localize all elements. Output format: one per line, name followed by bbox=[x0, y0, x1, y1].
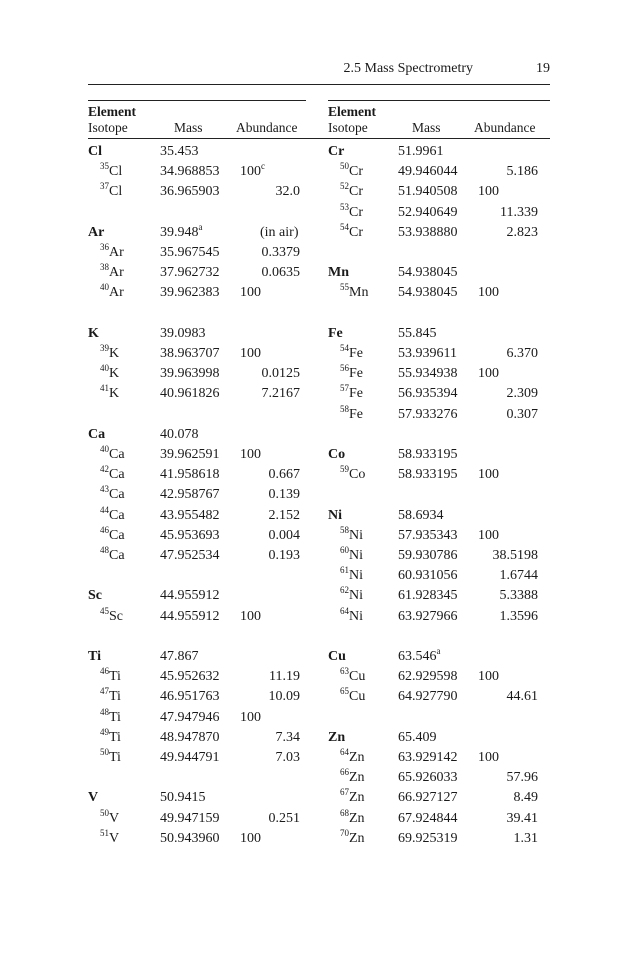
mass-value: 37.962732 bbox=[160, 265, 220, 281]
left-top-rule bbox=[88, 100, 306, 101]
isotope-symbol: $^{59}$Co bbox=[340, 464, 366, 483]
mass-value: 56.935394 bbox=[398, 386, 458, 402]
isotope-symbol: $^{58}$Ni bbox=[340, 524, 363, 543]
abundance-value: 5.3388 bbox=[499, 588, 538, 604]
mass-value: 57.935343 bbox=[398, 527, 458, 543]
mass-number: 67 bbox=[340, 787, 349, 798]
abundance-value: 0.307 bbox=[506, 406, 538, 422]
mass-number: 53 bbox=[340, 201, 349, 212]
isotope-symbol: $^{46}$Ti bbox=[100, 666, 121, 685]
abundance-value: 7.34 bbox=[275, 729, 300, 745]
mass-value: 44.955912 bbox=[160, 588, 220, 604]
isotope-symbol: $^{57}$Fe bbox=[340, 383, 363, 402]
element-symbol: Ar bbox=[88, 224, 105, 240]
mass-value: 69.925319 bbox=[398, 830, 458, 846]
mass-value: 45.952632 bbox=[160, 669, 220, 685]
element-symbol: Ti bbox=[88, 649, 101, 664]
abundance-value: 2.823 bbox=[506, 224, 538, 240]
isotope-symbol: $^{46}$Ca bbox=[100, 524, 125, 543]
isotope-symbol: $^{42}$Ca bbox=[100, 464, 125, 483]
abundance-value: 1.6744 bbox=[499, 568, 538, 584]
isotope-symbol: $^{68}$Zn bbox=[340, 807, 365, 826]
isotope-symbol: $^{63}$Cu bbox=[340, 666, 366, 685]
mass-value: 51.9961 bbox=[398, 144, 444, 159]
element-symbol: Cr bbox=[328, 144, 345, 159]
mass-number: 59 bbox=[340, 464, 349, 475]
mass-value: 46.951763 bbox=[160, 689, 220, 705]
mass-value: 66.927127 bbox=[398, 790, 458, 806]
mass-number: 58 bbox=[340, 403, 349, 414]
mass-value: 64.927790 bbox=[398, 689, 458, 705]
isotope-symbol: $^{65}$Cu bbox=[340, 686, 366, 705]
right-top-rule bbox=[328, 100, 550, 101]
mass-value: 47.867 bbox=[160, 649, 199, 664]
mass-number: 54 bbox=[340, 221, 349, 232]
mass-heading: Mass bbox=[412, 120, 441, 135]
abundance-heading: Abundance bbox=[236, 120, 298, 135]
abundance-value: 7.2167 bbox=[261, 386, 300, 402]
abundance-value: 100 bbox=[478, 366, 499, 382]
isotope-symbol: $^{50}$Cr bbox=[340, 161, 363, 180]
mass-heading: Mass bbox=[174, 120, 203, 135]
abundance-value: 0.0635 bbox=[261, 265, 300, 281]
mass-value: 50.943960 bbox=[160, 830, 220, 846]
abundance-value: 100$^c$ bbox=[240, 161, 265, 180]
isotope-symbol: $^{64}$Zn bbox=[340, 747, 365, 765]
mass-number: 36 bbox=[100, 242, 109, 252]
element-symbol: Ca bbox=[88, 426, 106, 442]
mass-value: 49.946044 bbox=[398, 164, 458, 180]
isotope-symbol: $^{50}$Ti bbox=[100, 747, 121, 765]
isotope-symbol: $^{49}$Ti bbox=[100, 726, 121, 745]
mass-value: 54.938045 bbox=[398, 285, 458, 301]
footnote-mark: a bbox=[436, 646, 441, 656]
abundance-value: 1.3596 bbox=[499, 608, 538, 624]
abundance-value: 0.667 bbox=[268, 467, 300, 483]
mass-value: 65.926033 bbox=[398, 770, 458, 786]
mass-number: 47 bbox=[100, 686, 109, 697]
mass-value: 39.0983 bbox=[160, 325, 206, 341]
mass-number: 40 bbox=[100, 282, 109, 293]
abundance-value: 5.186 bbox=[506, 164, 538, 180]
isotope-heading: Isotope bbox=[328, 120, 368, 135]
mass-number: 40 bbox=[100, 444, 109, 454]
column-header-rule bbox=[88, 138, 550, 139]
abundance-value: 100 bbox=[478, 184, 499, 200]
isotope-symbol: $^{45}$Sc bbox=[100, 605, 123, 624]
abundance-heading: Abundance bbox=[474, 120, 536, 135]
mass-value: 63.929142 bbox=[398, 750, 458, 765]
mass-number: 52 bbox=[340, 181, 349, 192]
element-heading: Element bbox=[328, 104, 376, 119]
mass-number: 70 bbox=[340, 827, 349, 838]
mass-value: 45.953693 bbox=[160, 527, 220, 543]
isotope-symbol: $^{48}$Ti bbox=[100, 706, 121, 725]
isotope-symbol: $^{58}$Fe bbox=[340, 403, 363, 422]
mass-value: 67.924844 bbox=[398, 810, 458, 826]
abundance-value: 39.41 bbox=[506, 810, 538, 826]
abundance-value: 2.309 bbox=[506, 386, 538, 402]
mass-value: 39.962591 bbox=[160, 447, 220, 462]
mass-value: 47.947946 bbox=[160, 709, 220, 725]
abundance-value: 57.96 bbox=[506, 770, 538, 786]
mass-value: 38.963707 bbox=[160, 346, 220, 361]
abundance-value: 100 bbox=[240, 709, 261, 725]
section-title: 2.5 Mass Spectrometry bbox=[343, 61, 473, 76]
element-symbol: Sc bbox=[88, 588, 102, 604]
abundance-value: 10.09 bbox=[268, 689, 300, 705]
mass-number: 48 bbox=[100, 545, 109, 555]
mass-number: 66 bbox=[340, 767, 349, 778]
mass-value: 57.933276 bbox=[398, 406, 458, 422]
mass-number: 40 bbox=[100, 363, 109, 374]
mass-value: 39.963998 bbox=[160, 366, 220, 382]
mass-number: 42 bbox=[100, 464, 109, 475]
isotope-symbol: $^{39}$K bbox=[100, 343, 120, 361]
abundance-value: 100 bbox=[240, 608, 261, 624]
abundance-value: 100 bbox=[478, 467, 499, 483]
mass-value: 55.845 bbox=[398, 325, 437, 341]
mass-value: 65.409 bbox=[398, 729, 437, 745]
mass-value: 48.947870 bbox=[160, 729, 220, 745]
mass-number: 60 bbox=[340, 545, 349, 555]
mass-value: 59.930786 bbox=[398, 548, 458, 563]
element-symbol: Cu bbox=[328, 649, 346, 664]
abundance-value: 1.31 bbox=[513, 830, 538, 846]
abundance-value: 38.5198 bbox=[492, 548, 538, 563]
abundance-value: 100 bbox=[240, 285, 261, 301]
mass-value: 50.9415 bbox=[160, 790, 206, 806]
isotope-symbol: $^{60}$Ni bbox=[340, 545, 363, 563]
mass-number: 48 bbox=[100, 706, 109, 717]
mass-value: 40.078 bbox=[160, 426, 199, 442]
isotope-symbol: $^{64}$Ni bbox=[340, 605, 363, 624]
mass-value: 54.938045 bbox=[398, 265, 458, 281]
mass-number: 50 bbox=[340, 161, 349, 172]
mass-value: 63.927966 bbox=[398, 608, 458, 624]
mass-number: 51 bbox=[100, 827, 109, 838]
isotope-symbol: $^{53}$Cr bbox=[340, 201, 363, 220]
abundance-value: 100 bbox=[478, 285, 499, 301]
mass-number: 55 bbox=[340, 282, 349, 293]
mass-value: 44.955912 bbox=[160, 608, 220, 624]
mass-value: 47.952534 bbox=[160, 548, 220, 563]
mass-number: 41 bbox=[100, 383, 109, 394]
isotope-symbol: $^{67}$Zn bbox=[340, 787, 365, 806]
isotope-symbol: $^{44}$Ca bbox=[100, 504, 125, 523]
mass-value: 43.955482 bbox=[160, 507, 220, 523]
abundance-value: 0.139 bbox=[268, 487, 300, 503]
isotope-symbol: $^{47}$Ti bbox=[100, 686, 121, 705]
mass-value: 58.933195 bbox=[398, 447, 458, 462]
mass-number: 50 bbox=[100, 807, 109, 818]
mass-number: 46 bbox=[100, 666, 109, 677]
header-rule bbox=[88, 84, 550, 85]
mass-value: 42.958767 bbox=[160, 487, 220, 503]
mass-value: 58.6934 bbox=[398, 507, 444, 523]
mass-value: 53.938880 bbox=[398, 224, 458, 240]
mass-value: 51.940508 bbox=[398, 184, 458, 200]
mass-number: 61 bbox=[340, 565, 349, 576]
mass-number: 35 bbox=[100, 161, 109, 172]
element-symbol: Co bbox=[328, 447, 346, 462]
abundance-value: 100 bbox=[240, 447, 261, 462]
abundance-value: 100 bbox=[478, 527, 499, 543]
isotope-symbol: $^{54}$Cr bbox=[340, 221, 363, 240]
abundance-value: 100 bbox=[478, 750, 499, 765]
mass-value: 49.947159 bbox=[160, 810, 220, 826]
mass-value: 39.962383 bbox=[160, 285, 220, 301]
mass-number: 64 bbox=[340, 605, 349, 616]
isotope-symbol: $^{54}$Fe bbox=[340, 343, 363, 361]
abundance-value: (in air) bbox=[260, 224, 299, 240]
element-symbol: V bbox=[88, 790, 99, 806]
footnote-mark: c bbox=[261, 161, 265, 172]
abundance-value: 7.03 bbox=[275, 750, 300, 765]
abundance-value: 6.370 bbox=[506, 346, 538, 361]
mass-value: 52.940649 bbox=[398, 204, 458, 220]
isotope-symbol: $^{70}$Zn bbox=[340, 827, 365, 846]
running-header bbox=[88, 58, 550, 78]
isotope-symbol: $^{40}$Ar bbox=[100, 282, 124, 301]
mass-value: 36.965903 bbox=[160, 184, 220, 200]
mass-number: 49 bbox=[100, 726, 109, 737]
mass-number: 64 bbox=[340, 747, 349, 757]
abundance-value: 0.004 bbox=[268, 527, 300, 543]
isotope-symbol: $^{40}$K bbox=[100, 363, 120, 382]
mass-number: 44 bbox=[100, 504, 109, 515]
mass-number: 58 bbox=[340, 524, 349, 535]
isotope-symbol: $^{51}$V bbox=[100, 827, 120, 846]
mass-number: 46 bbox=[100, 524, 109, 535]
mass-value: 62.929598 bbox=[398, 669, 458, 685]
abundance-value: 0.3379 bbox=[261, 245, 300, 260]
mass-value: 41.958618 bbox=[160, 467, 220, 483]
mass-number: 62 bbox=[340, 585, 349, 596]
mass-value: 53.939611 bbox=[398, 346, 457, 361]
abundance-value: 8.49 bbox=[513, 790, 538, 806]
isotope-symbol: $^{37}$Cl bbox=[100, 181, 123, 200]
abundance-value: 0.193 bbox=[268, 548, 300, 563]
mass-value: 58.933195 bbox=[398, 467, 458, 483]
mass-value: 49.944791 bbox=[160, 750, 220, 765]
mass-number: 45 bbox=[100, 605, 109, 616]
mass-value: 35.967545 bbox=[160, 245, 220, 260]
mass-value: 61.928345 bbox=[398, 588, 458, 604]
abundance-value: 100 bbox=[240, 830, 261, 846]
isotope-symbol: $^{62}$Ni bbox=[340, 585, 363, 604]
abundance-value: 0.251 bbox=[268, 810, 300, 826]
mass-number: 54 bbox=[340, 343, 349, 353]
isotope-symbol: $^{66}$Zn bbox=[340, 767, 365, 786]
mass-number: 68 bbox=[340, 807, 349, 818]
element-symbol: Fe bbox=[328, 325, 343, 341]
mass-value: 39.948$^a$ bbox=[160, 221, 203, 240]
element-symbol: Mn bbox=[328, 265, 349, 281]
mass-value: 60.931056 bbox=[398, 568, 458, 584]
isotope-symbol: $^{38}$Ar bbox=[100, 262, 124, 281]
isotope-symbol: $^{52}$Cr bbox=[340, 181, 363, 200]
isotope-symbol: $^{61}$Ni bbox=[340, 565, 363, 584]
mass-value: 63.546$^a$ bbox=[398, 646, 441, 664]
mass-value: 34.968853 bbox=[160, 164, 220, 180]
element-heading: Element bbox=[88, 104, 136, 119]
element-symbol: Zn bbox=[328, 729, 346, 745]
page-number: 19 bbox=[536, 61, 550, 76]
mass-number: 43 bbox=[100, 484, 109, 495]
abundance-value: 11.19 bbox=[269, 669, 300, 685]
isotope-symbol: $^{35}$Cl bbox=[100, 161, 123, 180]
isotope-symbol: $^{50}$V bbox=[100, 807, 120, 826]
mass-number: 65 bbox=[340, 686, 349, 697]
isotope-symbol: $^{48}$Ca bbox=[100, 545, 125, 563]
isotope-symbol: $^{56}$Fe bbox=[340, 363, 363, 382]
isotope-symbol: $^{36}$Ar bbox=[100, 242, 124, 260]
isotope-symbol: $^{41}$K bbox=[100, 383, 120, 402]
abundance-value: 11.339 bbox=[500, 204, 538, 220]
mass-number: 50 bbox=[100, 747, 109, 757]
footnote-mark: a bbox=[198, 221, 203, 232]
mass-number: 38 bbox=[100, 262, 109, 273]
mass-number: 57 bbox=[340, 383, 349, 394]
mass-value: 40.961826 bbox=[160, 386, 220, 402]
mass-value: 35.453 bbox=[160, 144, 199, 159]
abundance-value: 100 bbox=[240, 346, 261, 361]
abundance-value: 2.152 bbox=[268, 507, 300, 523]
element-symbol: Cl bbox=[88, 144, 102, 159]
element-symbol: Ni bbox=[328, 507, 342, 523]
abundance-value: 32.0 bbox=[275, 184, 300, 200]
mass-number: 56 bbox=[340, 363, 349, 374]
mass-number: 63 bbox=[340, 666, 349, 677]
isotope-symbol: $^{40}$Ca bbox=[100, 444, 125, 462]
isotope-heading: Isotope bbox=[88, 120, 128, 135]
mass-number: 37 bbox=[100, 181, 109, 192]
isotope-symbol: $^{43}$Ca bbox=[100, 484, 125, 503]
isotope-symbol: $^{55}$Mn bbox=[340, 282, 369, 301]
element-symbol: K bbox=[88, 325, 99, 341]
abundance-value: 100 bbox=[478, 669, 499, 685]
mass-value: 55.934938 bbox=[398, 366, 458, 382]
abundance-value: 44.61 bbox=[506, 689, 538, 705]
mass-number: 39 bbox=[100, 343, 109, 353]
abundance-value: 0.0125 bbox=[261, 366, 300, 382]
